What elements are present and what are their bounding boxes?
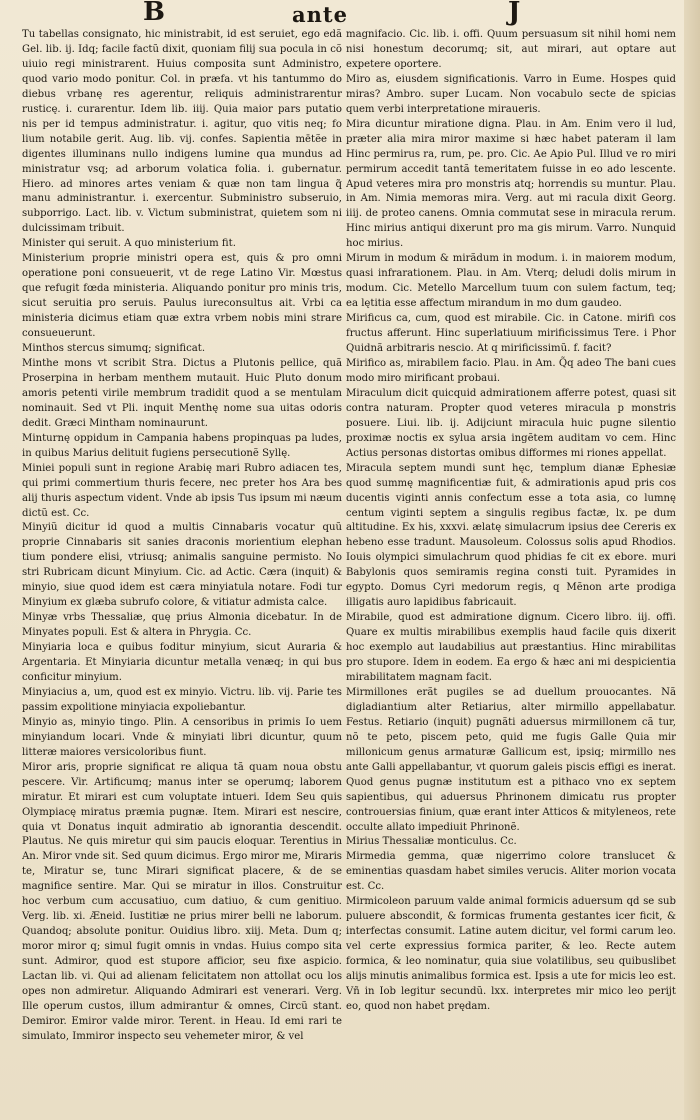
- page-edge: [684, 0, 700, 1120]
- page-title: ante: [292, 2, 348, 27]
- right-entry: Mirmillones erãt pugiles se ad duellum prouocantes. Nã digladiantium alter Retiarius, alter mirmillo appellabatur. Festus. Retiario (inquit) pugnãti aduersus mirmillonem cã tur, nõ te peto, piscem peto, quid me fugis Galle Quia mir millonicum genus armaturæ Gallicum est, ipsiq; mirmillo nes ante Galli appellabantur, vt quorum galeis piscis effigi es inerat. Quod genus pugnæ institutum est a pithaco vno ex septem sapientibus, qui aduersus Phrinonem dimicatu rus propter controuersias finium, quæ erant inter Atticos & mityleneos, rete occulte allato impediuit Phrinonẽ.: [346, 686, 676, 833]
- left-column: [22, 28, 342, 1090]
- right-column: [346, 28, 676, 1090]
- left-entry: Minthos stercus simumq; significat.: [22, 343, 206, 355]
- right-entry: magnifacio. Cic. lib. i. offi. Quum persuasum sit nihil homi nem nisi honestum decorumq; sit, aut mirari, aut optare aut expetere oportere.: [346, 29, 676, 70]
- running-head: [0, 0, 700, 26]
- left-entry: Minister qui seruit. A quo ministerium fit.: [22, 238, 236, 250]
- left-entry: Minthe mons vt scribit Stra. Dictus a Plutonis pellice, quã Proserpina in herbam menthem mutauit. Huic Pluto donum amoris petenti virile membrum tradidit quod a se mentulam nominauit. Sed vt Pli. inquit Menthę nome sua uitas odoris dedit. Græci Mintham nominaurunt.: [22, 357, 342, 429]
- left-entry: Tu tabellas consignato, hic ministrabit, id est seruiet, ego edã Gel. lib. ij. Idq; facile factũ dixit, quoniam filij sua pocula in cõ uiuio regi ministrarent. Huius composita sunt Administro, quod vario modo ponitur. Col. in præfa. vt his tantummo do diebus vrbanę res agerentur, reliquis administrarentur rusticę. i. curarentur. Idem lib. iiij. Quia maior pars putatio nis per id tempus administratur. i. agitur, quo vitis neq; fo lium notabile gerit. Aug. lib. vij. confes. Sapientia mētẽe in digentes illuminans nullo indigens lumine qua mundus ad ministratur vsq; ad arborum volatica folia. i. gubernatur. Hiero. ad minores artes veniam & quæ non tam lingua q̃ manu administrantur. i. exercentur. Subministro subseruio, subporrigo. Lact. lib. v. Victum subministrat, quietem som ni dulcissimam tribuit.: [22, 29, 342, 235]
- left-entry: Minyiaria loca e quibus foditur minyium, sicut Auraria & Argentaria. Et Minyiaria dicuntur metalla venæq; in qui bus conficitur minyium.: [22, 642, 342, 683]
- right-entry: Mirius Thessaliæ monticulus. Cc.: [346, 836, 517, 848]
- right-entry: Mirmicoleon paruum valde animal formicis aduersum qd se sub puluere abscondit, & formicas frumenta gestantes icer ficit, & interfectas consumit. Latine autem dicitur, vel formi carum leo. vel certe expressius formica pariter, & leo. Recte autem formica, & leo nominatur, quia siue volatilibus, seu quibuslibet alijs minutis animalibus formica est. Ipsis a ute for micis leo est. Vñ in Iob legitur secundũ. lxx. interpretes mir mico leo perijt eo, quod non habet prędam.: [346, 896, 676, 1012]
- right-entry: Mirum in modum & mirãdum in modum. i. in maiorem modum, quasi infrarationem. Plau. in Am. Vterq; deludi dolis mirum in modum. Cic. Metello Marcellum tuum con sulem factum, teq; ea lętitia esse affectum mirandum in mo dum gaudeo.: [346, 253, 676, 310]
- left-entry: Minyiacius a, um, quod est ex minyio. Victru. lib. vij. Parie tes passim expolitione minyiacia expoliebantur.: [22, 686, 342, 713]
- head-ornament-right: J: [508, 0, 521, 27]
- right-entry: Mirabile, quod est admiratione dignum. Cicero libro. iij. offi. Quare ex multis mirabilibus exemplis haud facile quis dixerit hoc exemplo aut laudabilius aut præstantius. Hinc mirabilitas pro stupore. Idem in eodem. Ea ergo & hæc ani mi despicientia mirabilitatem magnam facit.: [346, 612, 676, 683]
- right-entry: Miro as, eiusdem significationis. Varro in Eume. Hospes quid miras? Ambro. super Lucam. Non vocabulo secte de spicias quem verbi interpretatione miraueris.: [346, 73, 676, 115]
- right-entry: Mira dicuntur miratione digna. Plau. in Am. Enim vero il lud, præter alia mira miror maxime si hæc habet pateram il lam Hinc permirus ra, rum, pe. pro. Cic. Ae Apio Pul. Illud ve ro miri permirum accedit tantã temeritatem fuisse in eo ado lescente. Apud veteres mira pro monstris atq; horrendis su muntur. Plau. in Am. Nimia memoras mira. Verg. aut mi racula dixit Georg. iiij. de proteo canens. Omnia commutat sese in miracula rerum. Hinc mirius antiqui dixerunt pro ma gis mirum. Varro. Nunquid hoc mirius.: [346, 118, 676, 250]
- right-entry: Miracula septem mundi sunt hęc, templum dianæ Ephesiæ quod summę magnificentiæ fuit, & admirationis apud pris cos ducentis viginti annis confectum esse a tota asia, co lumnę centum viginti septem a singulis regibus factæ, lx. pe dum altitudine. Ex his, xxxvi. ælatę simulacrum ipsius dee Cereris ex hebeno esse tradunt. Mausoleum. Colossus solis apud Rhodios. Iouis olympici simulachrum quod phidias fe cit ex ebore. muri Babylonis quos semiramis regina consti tuit. Pyramides in egypto. Domus Cyri medorum regis, q Mẽnon arte prodiga illigatis auro lapidibus fabricauit.: [346, 462, 676, 609]
- right-entry: Mirifico as, mirabilem facio. Plau. in Am. Q̃q adeo The bani cues modo miro mirificant probaui.: [346, 357, 676, 384]
- left-entry: Minyiũ dicitur id quod a multis Cinnabaris vocatur quũ proprie Cinnabaris sit sanies draconis morientium elephan tium pondere elisi, vtriusq; animalis sanguine permisto. No stri Rubricam dicunt Minyium. Cic. ad Actic. Cæra (inquit) & minyio, siue quod idem est cæra minyiatula notare. Fodi tur Minyium ex glæba subrufo colore, & vitiatur admista calce.: [22, 522, 342, 609]
- left-entry: Miniei populi sunt in regione Arabię mari Rubro adiacen tes, qui primi commertium thuris fecere, nec preter hos Ara bes alij thuris aspectum vident. Vnde ab ipsis Tus ipsum mi næum dictũ est. Cc.: [22, 462, 342, 519]
- left-entry: Minyæ vrbs Thessaliæ, quę prius Almonia dicebatur. In de Minyates populi. Est & altera in Phrygia. Cc.: [22, 612, 342, 639]
- left-entry: Miror aris, proprie significat re aliqua tã quam noua obstu pescere. Vir. Artificumq; manus inter se operumq; laborem miratur. Et mirari est cum voluptate intueri. Idem Seu quis Olympiacę miratus præmia pugnæ. Item. Mirari est nescire, quia vt Donatus inquit admiratio ab ignorantia descendit. Plautus. Ne quis miretur qui sim paucis eloquar. Terentius in An. Miror vnde sit. Sed quum dicimus. Ergo miror me, Miraris te, Miratur se, tunc Mirari significat placere, & de se magnifice sentire. Mar. Qui se miratur in illos. Construitur hoc verbum cum accusatiuo, cum datiuo, & cum genitiuo. Verg. lib. xi. Æneid. Iustitiæ ne prius mirer belli ne laborum. Quandoq; absolute ponitur. Ouidius libro. xiij. Meta. Dum q; moror miror q; simul fugit omnis in vndas. Huius compo sita sunt. Admiror, quod est stupore afficior, seu fixe aspicio. Lactan lib. vi. Qui ad alienam felicitatem non attollat ocu los opes non admiretur. Aliquando Admirari est venerari. Verg. Ille operum custos, illum admirantur & omnes, Circũ stant. Demiror. Emiror valde miror. Terent. in Heau. Id emi rari te simulato, Immiror inspecto seu vehemeter miror, & vel: [22, 761, 342, 1042]
- right-entry: Mirificus ca, cum, quod est mirabile. Cic. in Catone. mirifi cos fructus afferunt. Hinc superlatiuum mirificissimus Tere. i Phor Quidnã arbitraris nescio. At q mirificissimũ. f. facit?: [346, 313, 676, 355]
- right-entry: Mirmedia gemma, quæ nigerrimo colore translucet & eminentias quasdam habet similes verucis. Aliter morion vocata est. Cc.: [346, 851, 676, 893]
- left-entry: Minyio as, minyio tingo. Plin. A censoribus in primis Io uem minyiandum locari. Vnde & minyiati libri dicuntur, quum litteræ maiores versicoloribus fiunt.: [22, 716, 342, 758]
- left-entry: Ministerium proprie ministri opera est, quis & pro omni operatione poni consueuerit, vt de rege Latino Vir. Mœstus que refugit fœda ministeria. Aliquando ponitur pro minis tris, sicut seruitia pro seruis. Paulus iureconsultus ait. Vrbi ca ministeria dicimus etiam quæ extra vrbem nobis mini strare consueuerunt.: [22, 253, 342, 340]
- left-entry: Minturnę oppidum in Campania habens propinquas pa ludes, in quibus Marius delituit fugiens persecutionẽ Syllę.: [22, 432, 342, 459]
- right-entry: Miraculum dicit quicquid admirationem afferre potest, quasi sit contra naturam. Propter quod veteres miracula p monstris posuere. Liui. lib. ij. Adijciunt miracula huic pugne silentio proximæ noctis ex sylua arsia ingẽtem auditam vo cem. Hinc Actius personas distortas omibus difformes mi riones appellat.: [346, 387, 676, 459]
- head-ornament-left: B: [143, 0, 165, 27]
